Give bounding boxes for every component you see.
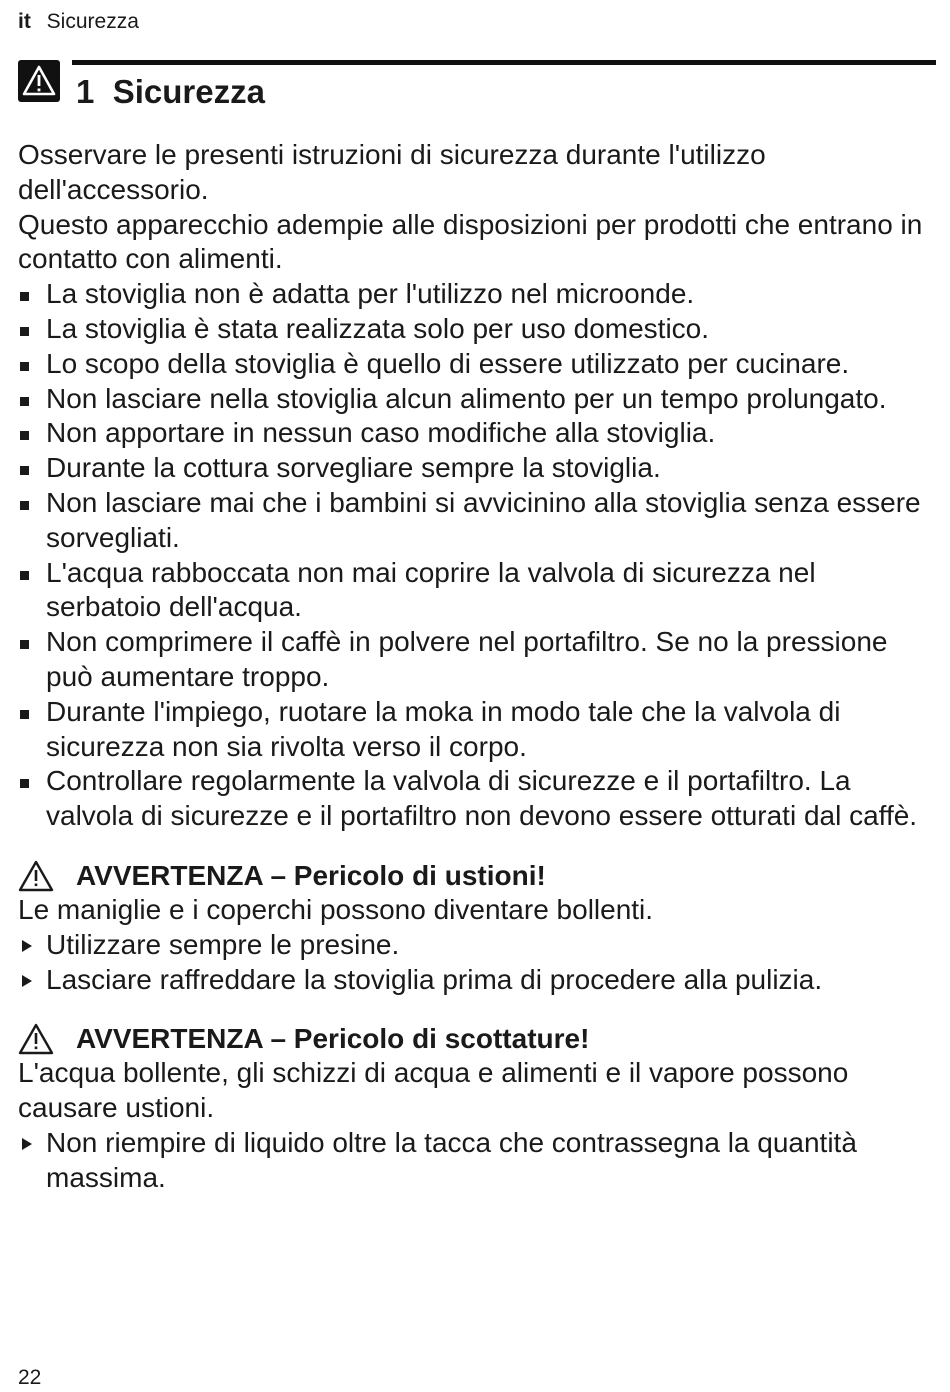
warning-title-text: AVVERTENZA – Pericolo di ustioni! [76, 859, 546, 891]
bullet-square-icon [20, 501, 29, 510]
warning-steps [18, 928, 930, 998]
arrow-right-icon [22, 940, 32, 952]
section-title [76, 72, 265, 112]
list-item-text: Durante la cottura sorvegliare sempre la stoviglia. [46, 452, 661, 484]
step-text: Lasciare raffreddare la stoviglia prima di procedere alla pulizia. [46, 963, 823, 995]
list-item [18, 382, 930, 417]
intro-paragraph: Osservare le presenti istruzioni di sicurezza durante l'utilizzo dell'accessorio. [18, 139, 766, 205]
list-item-text: La stoviglia è stata realizzata solo per uso domestico. [46, 312, 710, 344]
warning-title-text: AVVERTENZA – Pericolo di scottature! [76, 1023, 590, 1055]
safety-list [18, 277, 930, 834]
intro-paragraph: Questo apparecchio adempie alle disposizioni per prodotti che entrano in contatto con alimenti. [18, 208, 923, 275]
warning-text: L'acqua bollente, gli schizzi di acqua e alimenti e il vapore possono causare ustioni. [18, 1057, 849, 1124]
warning-scalds [18, 1022, 930, 1195]
bullet-square-icon [20, 292, 29, 301]
list-item [18, 764, 930, 834]
list-item-text: Non comprimere il caffè in polvere nel portafiltro. Se no la pressione può aumentare troppo. [46, 626, 888, 692]
arrow-right-icon [22, 1138, 32, 1150]
bullet-square-icon [20, 466, 29, 475]
header-section-name: Sicurezza [46, 10, 139, 33]
bullet-square-icon [20, 397, 29, 406]
bullet-square-icon [20, 710, 29, 719]
bullet-square-icon [20, 571, 29, 580]
list-item-text: L'acqua rabboccata non mai coprire la valvola di sicurezza nel serbatoio dell'acqua. [46, 556, 816, 623]
step-item [18, 1126, 930, 1196]
bullet-square-icon [20, 779, 29, 788]
list-item [18, 347, 930, 382]
warning-text: Le maniglie e i coperchi possono diventare bollenti. [18, 893, 654, 925]
list-item [18, 625, 930, 695]
list-item [18, 451, 930, 486]
warning-triangle-icon [18, 860, 54, 892]
step-text: Non riempire di liquido oltre la tacca che contrassegna la quantità massima. [46, 1126, 857, 1193]
section-rule [72, 60, 936, 65]
list-item-text: Non lasciare mai che i bambini si avvicinino alla stoviglia senza essere sorvegliati. [46, 486, 921, 553]
step-text: Utilizzare sempre le presine. [46, 928, 400, 960]
bullet-square-icon [20, 327, 29, 336]
list-item-text: Non apportare in nessun caso modifiche alla stoviglia. [46, 417, 716, 449]
list-item-text: Controllare regolarmente la valvola di sicurezze e il portafiltro. La valvola di sicurezze e il portafiltro non devono essere otturati dal caffè. [46, 765, 918, 832]
arrow-right-icon [22, 975, 32, 987]
list-item [18, 556, 930, 626]
list-item [18, 277, 930, 312]
bullet-square-icon [20, 431, 29, 440]
list-item [18, 486, 930, 556]
section-number: 1 [76, 73, 95, 110]
warning-triangle-icon [18, 60, 60, 102]
bullet-square-icon [20, 640, 29, 649]
list-item [18, 695, 930, 765]
list-item-text: Non lasciare nella stoviglia alcun alimento per un tempo prolungato. [46, 382, 887, 414]
warning-burns [18, 859, 930, 997]
step-item [18, 928, 930, 963]
list-item [18, 312, 930, 347]
list-item-text: Lo scopo della stoviglia è quello di essere utilizzato per cucinare. [46, 347, 850, 379]
running-header [18, 10, 139, 34]
warning-title [18, 859, 930, 893]
section-title-text: Sicurezza [112, 73, 265, 110]
page-number: 22 [18, 1366, 42, 1389]
list-item-text: Durante l'impiego, ruotare la moka in modo tale che la valvola di sicurezza non sia rivolta verso il corpo. [46, 695, 841, 762]
warning-triangle-icon [18, 1023, 54, 1055]
language-code: it [18, 10, 31, 33]
step-item [18, 963, 930, 998]
bullet-square-icon [20, 362, 29, 371]
list-item-text: La stoviglia non è adatta per l'utilizzo nel microonde. [46, 278, 695, 310]
section-body [18, 138, 930, 1196]
warning-title [18, 1022, 930, 1056]
list-item [18, 416, 930, 451]
warning-steps [18, 1126, 930, 1196]
